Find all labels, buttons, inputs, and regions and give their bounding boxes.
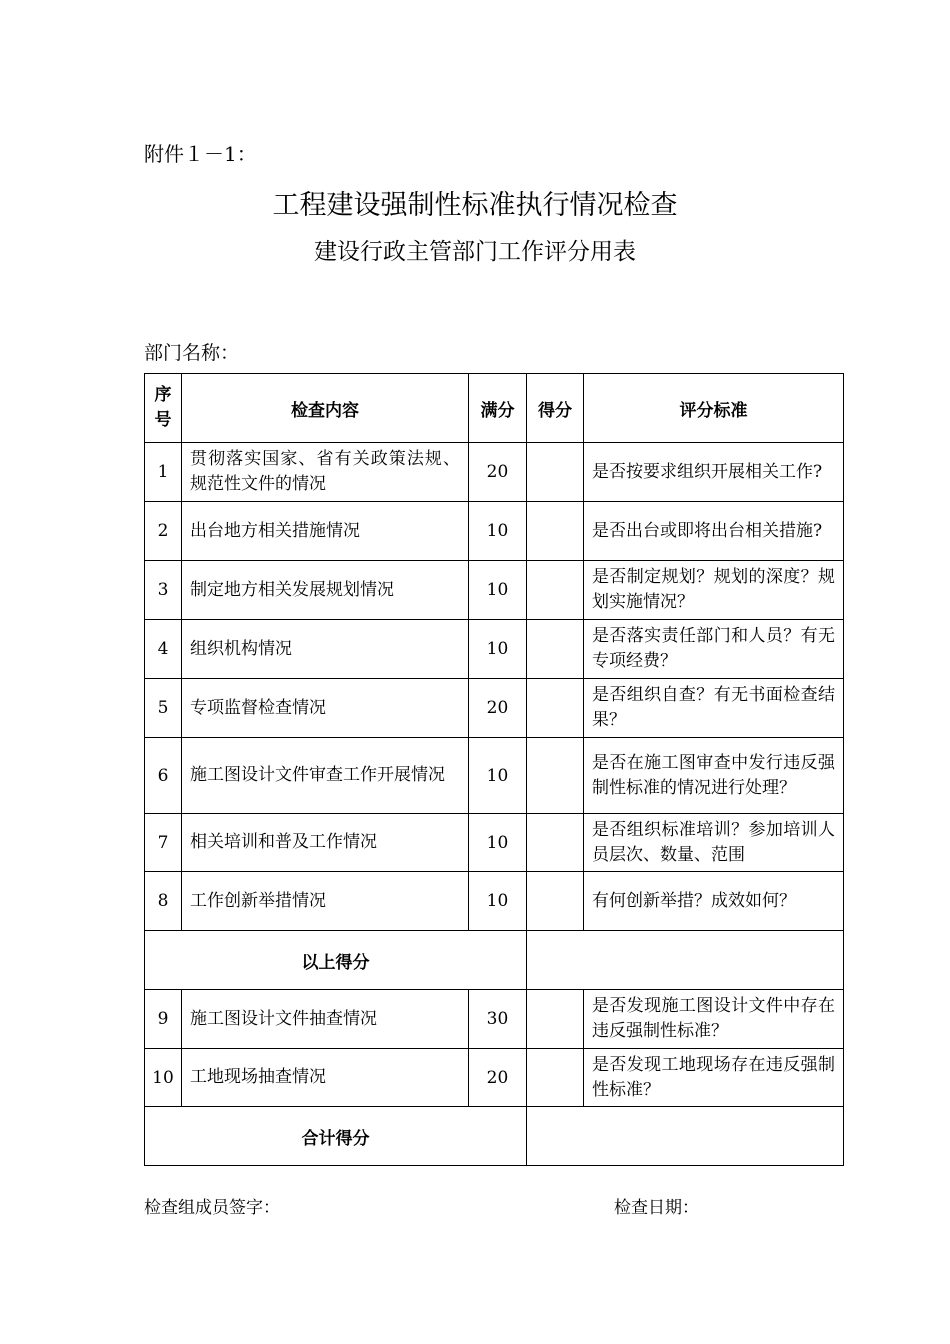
table-row	[145, 561, 844, 620]
row-criteria: 是否制定规划？规划的深度？规划实施情况？	[584, 561, 844, 620]
row-content: 出台地方相关措施情况	[182, 502, 469, 561]
row-no: 5	[145, 679, 182, 738]
total-label: 合计得分	[145, 1107, 527, 1166]
row-content: 专项监督检查情况	[182, 679, 469, 738]
row-no: 6	[145, 738, 182, 814]
row-score[interactable]	[527, 620, 584, 679]
row-criteria: 是否发现工地现场存在违反强制性标准？	[584, 1049, 844, 1107]
total-value[interactable]	[527, 1107, 844, 1166]
row-criteria: 是否按要求组织开展相关工作?	[584, 443, 844, 502]
row-content: 组织机构情况	[182, 620, 469, 679]
row-score[interactable]	[527, 1049, 584, 1107]
header-criteria: 评分标准	[584, 374, 844, 443]
row-content: 工作创新举措情况	[182, 872, 469, 931]
row-no: 10	[145, 1049, 182, 1107]
total-row	[145, 1107, 844, 1166]
subtotal-label: 以上得分	[145, 931, 527, 990]
row-criteria: 是否发现施工图设计文件中存在违反强制性标准？	[584, 990, 844, 1049]
row-full-score: 20	[469, 1049, 527, 1107]
score-table	[144, 373, 844, 1166]
row-content: 施工图设计文件审查工作开展情况	[182, 738, 469, 814]
row-no: 9	[145, 990, 182, 1049]
table-row	[145, 990, 844, 1049]
subtotal-row	[145, 931, 844, 990]
row-score[interactable]	[527, 502, 584, 561]
row-no: 7	[145, 814, 182, 872]
document-title: 工程建设强制性标准执行情况检查	[272, 190, 678, 221]
table-row	[145, 738, 844, 814]
table-row	[145, 872, 844, 931]
row-score[interactable]	[527, 561, 584, 620]
row-score[interactable]	[527, 814, 584, 872]
row-criteria: 是否组织自查？有无书面检查结果？	[584, 679, 844, 738]
header-full-score: 满分	[469, 374, 527, 443]
row-criteria: 是否在施工图审查中发行违反强制性标准的情况进行处理？	[584, 738, 844, 814]
row-criteria: 是否落实责任部门和人员？有无专项经费？	[584, 620, 844, 679]
subtotal-value[interactable]	[527, 931, 844, 990]
header-no: 序号	[145, 374, 182, 443]
row-score[interactable]	[527, 443, 584, 502]
signature-label: 检查组成员签字：	[144, 1198, 280, 1218]
row-content: 工地现场抽查情况	[182, 1049, 469, 1107]
row-no: 4	[145, 620, 182, 679]
row-no: 3	[145, 561, 182, 620]
document-subtitle: 建设行政主管部门工作评分用表	[314, 239, 636, 265]
row-no: 8	[145, 872, 182, 931]
row-content: 贯彻落实国家、省有关政策法规、规范性文件的情况	[182, 443, 469, 502]
row-full-score: 10	[469, 814, 527, 872]
row-full-score: 30	[469, 990, 527, 1049]
table-row	[145, 1049, 844, 1107]
table-header-row	[145, 374, 844, 443]
attachment-label: 附件１－1：	[144, 142, 257, 166]
row-content: 相关培训和普及工作情况	[182, 814, 469, 872]
row-full-score: 10	[469, 872, 527, 931]
row-no: 2	[145, 502, 182, 561]
row-score[interactable]	[527, 679, 584, 738]
table-row	[145, 814, 844, 872]
row-criteria: 是否组织标准培训？参加培训人员层次、数量、范围	[584, 814, 844, 872]
header-content: 检查内容	[182, 374, 469, 443]
row-score[interactable]	[527, 738, 584, 814]
inspection-date-label: 检查日期：	[614, 1198, 699, 1218]
row-criteria: 有何创新举措？成效如何？	[584, 872, 844, 931]
table-row	[145, 679, 844, 738]
row-no: 1	[145, 443, 182, 502]
row-full-score: 10	[469, 620, 527, 679]
row-criteria: 是否出台或即将出台相关措施?	[584, 502, 844, 561]
table-row	[145, 443, 844, 502]
row-full-score: 20	[469, 679, 527, 738]
row-score[interactable]	[527, 872, 584, 931]
header-score: 得分	[527, 374, 584, 443]
row-content: 施工图设计文件抽查情况	[182, 990, 469, 1049]
table-row	[145, 502, 844, 561]
row-content: 制定地方相关发展规划情况	[182, 561, 469, 620]
row-score[interactable]	[527, 990, 584, 1049]
row-full-score: 20	[469, 443, 527, 502]
row-full-score: 10	[469, 502, 527, 561]
row-full-score: 10	[469, 561, 527, 620]
row-full-score: 10	[469, 738, 527, 814]
department-name-label: 部门名称：	[144, 342, 240, 364]
table-row	[145, 620, 844, 679]
